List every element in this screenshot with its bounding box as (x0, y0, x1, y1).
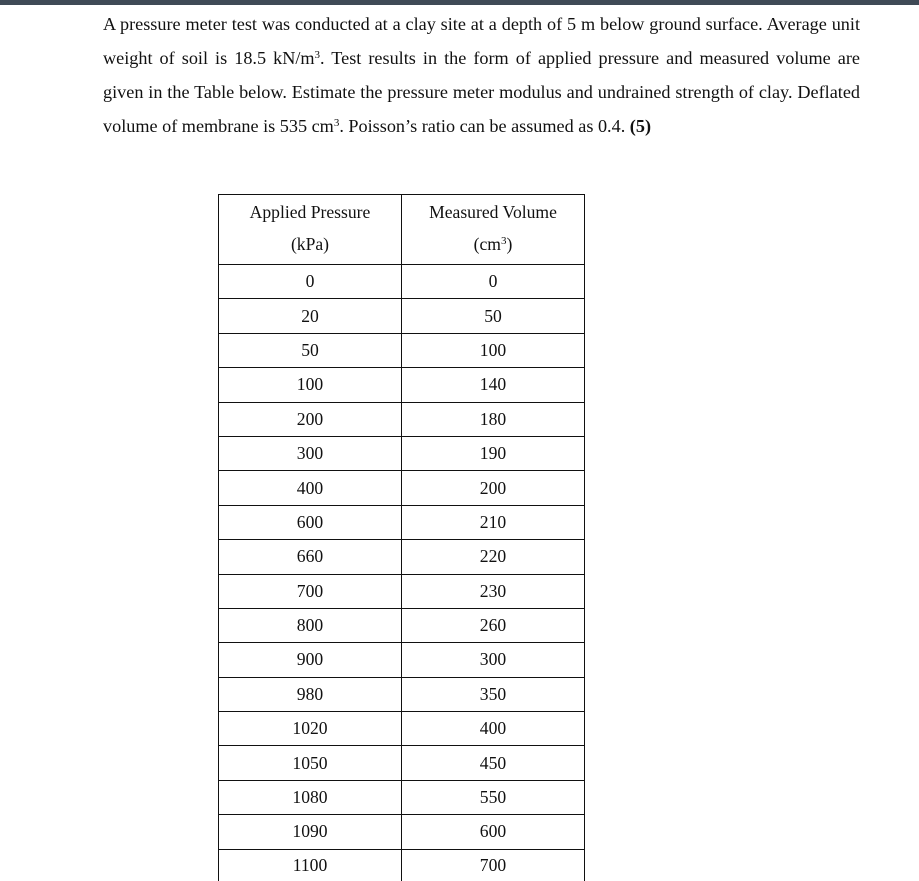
pressure-cell: 100 (219, 368, 402, 402)
pressure-cell: 20 (219, 299, 402, 333)
pressure-cell: 900 (219, 643, 402, 677)
unit-suffix: ) (506, 234, 513, 254)
pressure-cell: 1100 (219, 849, 402, 881)
unit-superscript-2: 3 (333, 117, 340, 129)
pressure-cell: 1080 (219, 780, 402, 814)
volume-cell: 600 (402, 815, 585, 849)
pressure-cell: 50 (219, 333, 402, 367)
pressure-cell: 980 (219, 677, 402, 711)
table-row (219, 368, 585, 402)
volume-cell: 230 (402, 574, 585, 608)
volume-cell: 300 (402, 643, 585, 677)
pressure-cell: 700 (219, 574, 402, 608)
pressure-cell: 300 (219, 436, 402, 470)
header-applied-pressure-unit: (kPa) (290, 234, 330, 254)
volume-cell: 350 (402, 677, 585, 711)
table-row (219, 540, 585, 574)
table-row (219, 574, 585, 608)
header-measured-volume (402, 195, 585, 265)
pressure-cell: 800 (219, 608, 402, 642)
header-measured-volume-unit (474, 234, 513, 254)
problem-text-2: . Test results in the form of applied pressure and measured volume are given in the Table below. Estimate the pressure meter modulus and undrained strength of clay. Deflated volume of membrane is 535 cm (103, 48, 860, 136)
header-applied-pressure (219, 195, 402, 265)
pressure-cell: 660 (219, 540, 402, 574)
volume-cell: 50 (402, 299, 585, 333)
table-row (219, 265, 585, 299)
volume-cell: 210 (402, 505, 585, 539)
header-applied-pressure-title: Applied Pressure (249, 202, 371, 222)
volume-cell: 180 (402, 402, 585, 436)
unit-superscript-1: 3 (314, 49, 321, 61)
pressure-cell: 1090 (219, 815, 402, 849)
header-measured-volume-title: Measured Volume (429, 202, 557, 222)
pressure-cell: 1050 (219, 746, 402, 780)
volume-cell: 140 (402, 368, 585, 402)
volume-cell: 450 (402, 746, 585, 780)
table-row (219, 746, 585, 780)
volume-cell: 200 (402, 471, 585, 505)
table-row (219, 505, 585, 539)
table-body (219, 265, 585, 881)
volume-cell: 220 (402, 540, 585, 574)
pressure-cell: 200 (219, 402, 402, 436)
table-row (219, 712, 585, 746)
problem-text-1: A pressure meter test was conducted at a clay site at a depth of 5 m below ground surface. Average unit weight of soil is 18.5 kN/m (103, 14, 860, 68)
problem-text-3: . Poisson’s ratio can be assumed as 0.4. (339, 116, 630, 136)
table-row (219, 471, 585, 505)
pressure-cell: 0 (219, 265, 402, 299)
volume-cell: 550 (402, 780, 585, 814)
problem-statement (103, 7, 860, 143)
volume-cell: 0 (402, 265, 585, 299)
volume-cell: 400 (402, 712, 585, 746)
table-row (219, 677, 585, 711)
table-row (219, 333, 585, 367)
pressure-cell: 1020 (219, 712, 402, 746)
unit-superscript: 3 (501, 235, 507, 247)
table-row (219, 643, 585, 677)
table-row (219, 608, 585, 642)
table-row (219, 815, 585, 849)
pressure-cell: 400 (219, 471, 402, 505)
pressure-volume-table (218, 194, 585, 881)
table-row (219, 436, 585, 470)
volume-cell: 260 (402, 608, 585, 642)
table-row (219, 849, 585, 881)
volume-cell: 100 (402, 333, 585, 367)
volume-cell: 700 (402, 849, 585, 881)
pressure-cell: 600 (219, 505, 402, 539)
volume-cell: 190 (402, 436, 585, 470)
marks-label: (5) (629, 116, 652, 136)
table-header-row (219, 195, 585, 265)
unit-prefix: (cm (473, 234, 501, 254)
table-row (219, 402, 585, 436)
table-row (219, 780, 585, 814)
table-row (219, 299, 585, 333)
top-border (0, 0, 919, 5)
